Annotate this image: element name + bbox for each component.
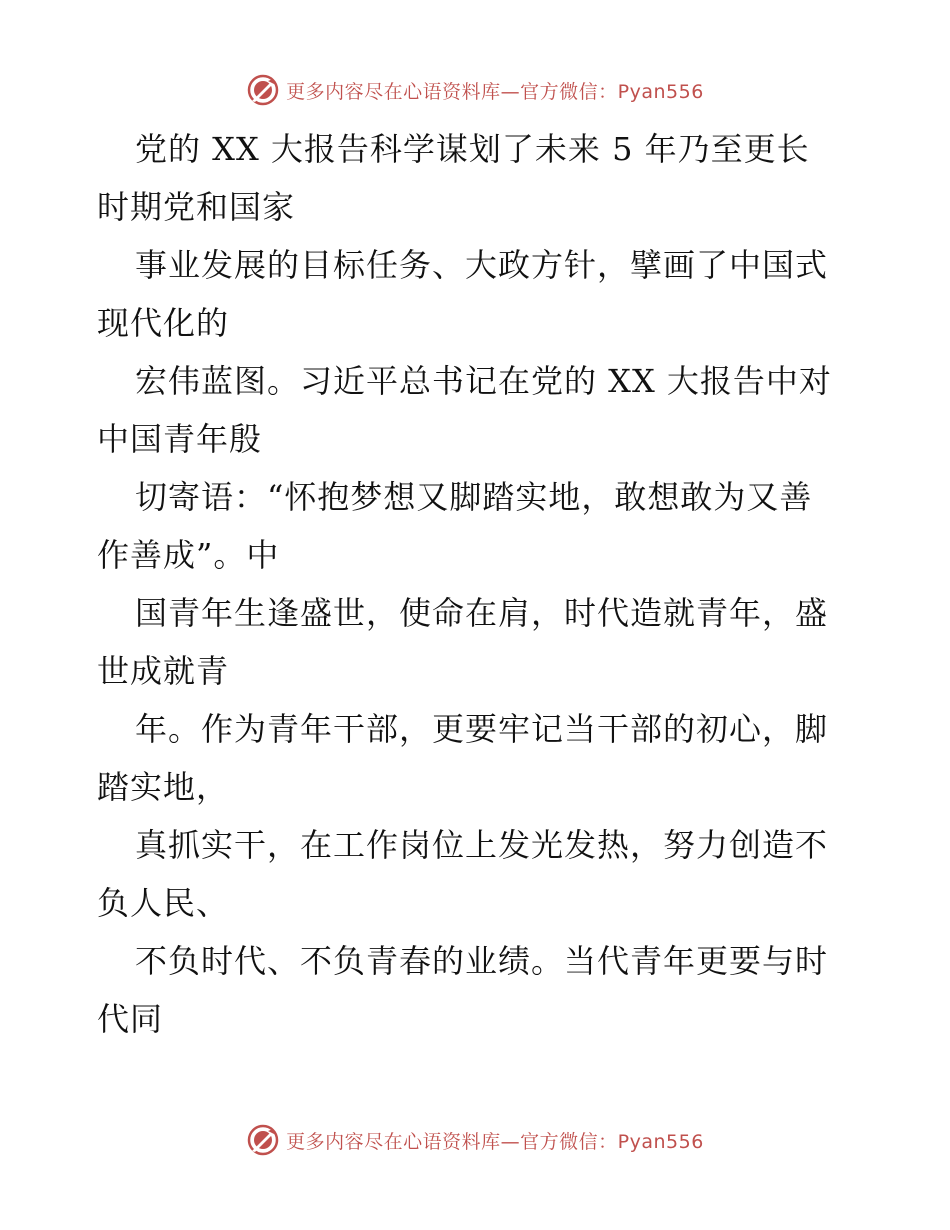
paragraph-line: 中国青年殷	[97, 420, 263, 458]
paragraph-5	[97, 584, 857, 700]
paragraph-line: 宏伟蓝图。习近平总书记在党的 XX 大报告中对	[135, 362, 832, 400]
paragraph-line: 现代化的	[97, 304, 230, 342]
paragraph-line: 党的 XX 大报告科学谋划了未来 5 年乃至更长	[135, 130, 810, 168]
paragraph-line: 代同	[97, 1000, 164, 1038]
paragraph-line: 事业发展的目标任务、大政方针，擘画了中国式	[135, 246, 829, 284]
paragraph-8	[97, 932, 857, 1048]
paragraph-4	[97, 468, 857, 584]
paragraph-line: 作善成”。中	[97, 536, 280, 574]
paragraph-line: 切寄语：“怀抱梦想又脚踏实地，敢想敢为又善	[135, 478, 813, 516]
paragraph-line: 年。作为青年干部，更要牢记当干部的初心，脚	[135, 710, 829, 748]
footer-banner	[0, 1120, 950, 1160]
quill-seal-icon	[246, 73, 280, 107]
document-body	[97, 120, 857, 1048]
header-banner	[0, 70, 950, 110]
paragraph-3	[97, 352, 857, 468]
paragraph-line: 真抓实干，在工作岗位上发光发热，努力创造不	[135, 826, 829, 864]
header-banner-text: 更多内容尽在心语资料库—官方微信：Pyan556	[286, 80, 704, 103]
paragraph-line: 踏实地，	[97, 768, 230, 806]
paragraph-line: 负人民、	[97, 884, 230, 922]
footer-banner-text: 更多内容尽在心语资料库—官方微信：Pyan556	[286, 1130, 704, 1153]
paragraph-7	[97, 816, 857, 932]
paragraph-1	[97, 120, 857, 236]
paragraph-line: 时期党和国家	[97, 188, 296, 226]
quill-seal-icon	[246, 1123, 280, 1157]
paragraph-line: 世成就青	[97, 652, 230, 690]
paragraph-line: 国青年生逢盛世，使命在肩，时代造就青年，盛	[135, 594, 829, 632]
paragraph-6	[97, 700, 857, 816]
paragraph-line: 不负时代、不负青春的业绩。当代青年更要与时	[135, 942, 829, 980]
paragraph-2	[97, 236, 857, 352]
